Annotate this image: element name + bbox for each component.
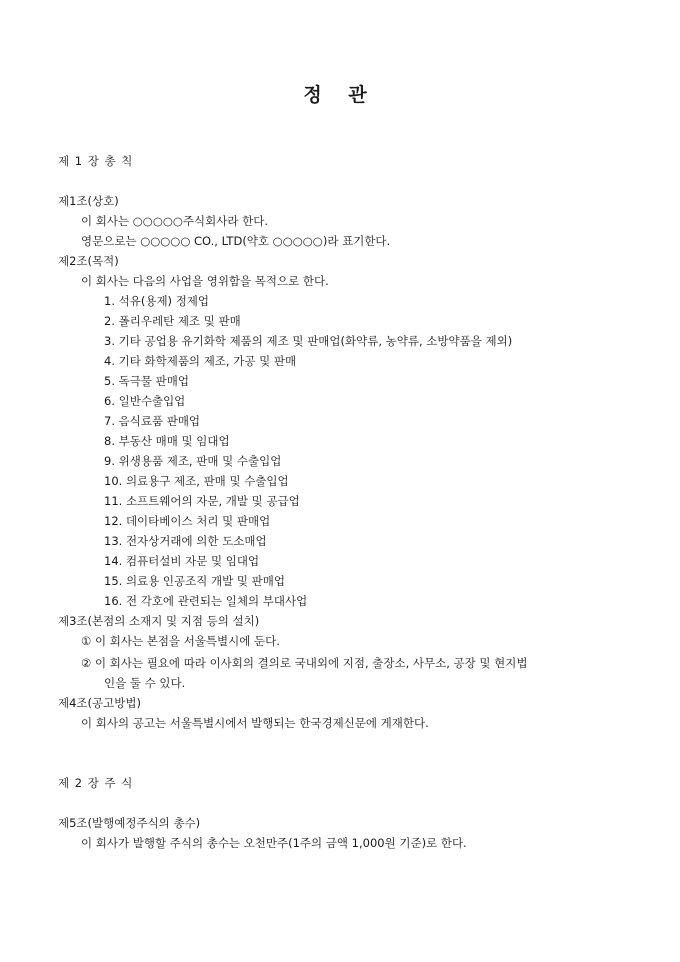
purpose-item: 16. 전 각호에 관련되는 일체의 부대사업 [104,594,308,608]
article-1-heading: 제1조(상호) [58,194,119,208]
purpose-item: 2. 폴리우레탄 제조 및 판매 [104,314,241,328]
article-1-line-1: 이 회사는 ○○○○○주식회사라 한다. [81,214,268,228]
article-5-line-1: 이 회사가 발행할 주식의 총수는 오천만주(1주의 금액 1,000원 기준)로 한다. [81,836,467,850]
purpose-item: 11. 소프트웨어의 자문, 개발 및 공급업 [104,494,300,508]
article-3-paragraph-2: ② 이 회사는 필요에 따라 이사회의 결의로 국내외에 지점, 출장소, 사무소, 공장 및 현지법 [81,656,528,670]
purpose-item: 10. 의료용구 제조, 판매 및 수출입업 [104,474,289,488]
purpose-item: 1. 석유(용제) 정제업 [104,294,210,308]
purpose-item: 7. 음식료품 판매업 [104,414,201,428]
article-2-intro: 이 회사는 다음의 사업을 영위함을 목적으로 한다. [81,274,329,288]
purpose-item: 3. 기타 공업용 유기화학 제품의 제조 및 판매업(화약류, 농약류, 소방약품을 제외) [104,334,513,348]
purpose-item: 8. 부동산 매매 및 임대업 [104,434,230,448]
article-2-heading: 제2조(목적) [58,254,119,268]
article-5-heading: 제5조(발행예정주식의 총수) [58,816,201,830]
article-1-line-2: 영문으로는 ○○○○○ CO., LTD(약호 ○○○○○)라 표기한다. [81,234,391,248]
purpose-item: 15. 의료용 인공조직 개발 및 판매업 [104,574,285,588]
purpose-item: 6. 일반수출입업 [104,394,186,408]
purpose-item: 4. 기타 화학제품의 제조, 가공 및 판매 [104,354,297,368]
purpose-item: 9. 위생용품 제조, 판매 및 수출입업 [104,454,282,468]
chapter-2-heading: 제 2 장 주 식 [58,776,134,790]
purpose-item: 14. 컴퓨터설비 자문 및 임대업 [104,554,260,568]
purpose-item: 12. 데이타베이스 처리 및 판매업 [104,514,271,528]
document-title: 정 관 [303,84,377,106]
article-3-paragraph-2-continued: 인을 둘 수 있다. [104,676,186,690]
purpose-item: 13. 전자상거래에 의한 도소매업 [104,534,267,548]
chapter-1-heading: 제 1 장 총 칙 [58,154,134,168]
article-3-paragraph-1: ① 이 회사는 본점을 서울특별시에 둔다. [81,634,280,648]
article-3-heading: 제3조(본점의 소재지 및 지점 등의 설치) [58,614,260,628]
article-4-heading: 제4조(공고방법) [58,696,141,710]
purpose-item: 5. 독극물 판매업 [104,374,189,388]
article-4-line-1: 이 회사의 공고는 서울특별시에서 발행되는 한국경제신문에 게재한다. [81,716,429,730]
